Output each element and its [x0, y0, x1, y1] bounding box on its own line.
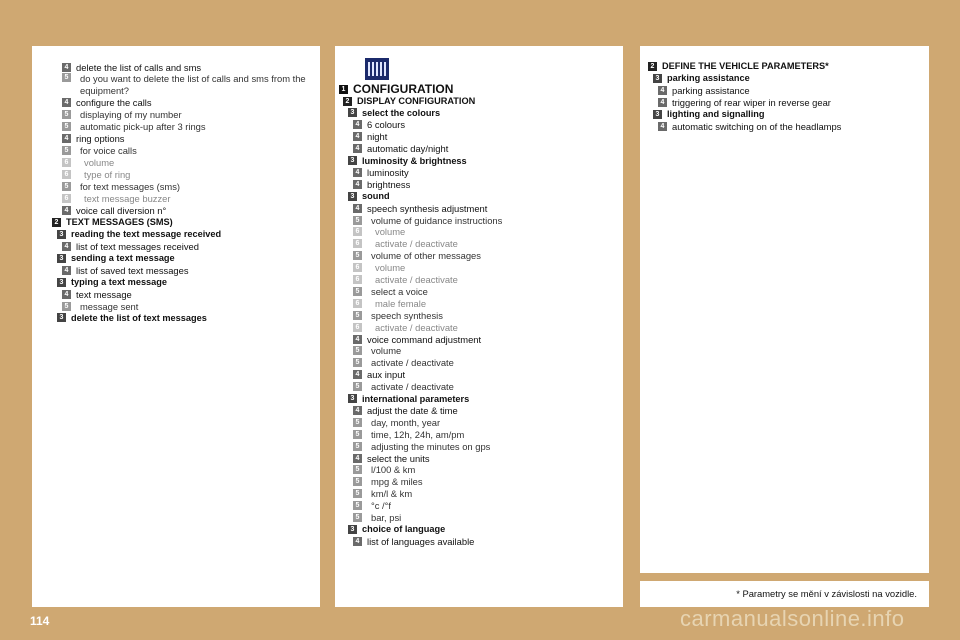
level-badge: 4 — [62, 63, 71, 72]
menu-item — [353, 321, 458, 333]
level-badge: 2 — [648, 62, 657, 71]
menu-item — [353, 285, 428, 297]
menu-item — [353, 166, 409, 178]
level-badge: 4 — [353, 132, 362, 141]
menu-item-label: international parameters — [362, 393, 470, 404]
menu-item — [353, 464, 415, 476]
level-badge: 2 — [343, 97, 352, 106]
menu-item — [62, 109, 182, 121]
menu-item — [353, 535, 474, 547]
menu-item-label: activate / deactivate — [375, 238, 458, 250]
level-badge: 5 — [353, 287, 362, 296]
menu-item-label: type of ring — [84, 169, 131, 181]
menu-item-label: night — [367, 131, 388, 143]
level-badge: 5 — [353, 465, 362, 474]
menu-item-label: volume — [84, 157, 115, 169]
level-badge: 1 — [339, 85, 348, 94]
menu-item — [353, 476, 423, 488]
menu-item-label: delete the list of calls and sms — [76, 61, 202, 73]
menu-item-label: automatic day/night — [367, 143, 449, 155]
menu-item — [62, 133, 124, 145]
level-badge: 5 — [353, 358, 362, 367]
menu-item-label: adjust the date & time — [367, 404, 458, 416]
level-badge: 4 — [353, 537, 362, 546]
menu-item-label: luminosity — [367, 166, 409, 178]
menu-item-label: text message buzzer — [84, 192, 171, 204]
level-badge: 6 — [62, 158, 71, 167]
level-badge: 4 — [353, 168, 362, 177]
left-column — [32, 46, 320, 607]
menu-item — [353, 404, 458, 416]
menu-item-label: displaying of my number — [80, 109, 182, 121]
level-badge: 3 — [653, 110, 662, 119]
level-badge: 5 — [62, 302, 71, 311]
level-badge: 4 — [658, 122, 667, 131]
menu-item — [62, 169, 130, 181]
menu-item-label: configure the calls — [76, 97, 152, 109]
menu-item-label: TEXT MESSAGES (SMS) — [66, 217, 173, 228]
menu-item — [353, 143, 448, 155]
menu-item — [353, 381, 454, 393]
menu-item — [353, 440, 490, 452]
menu-item — [648, 60, 829, 72]
menu-item-label: sending a text message — [71, 253, 175, 264]
page-number: 114 — [30, 614, 50, 628]
menu-item-label: for voice calls — [80, 145, 137, 157]
menu-item-label: volume — [375, 226, 406, 238]
menu-item — [353, 131, 387, 143]
menu-item — [62, 157, 114, 169]
level-badge: 4 — [353, 454, 362, 463]
level-badge: 6 — [353, 299, 362, 308]
menu-item — [348, 155, 467, 167]
level-badge: 5 — [353, 382, 362, 391]
menu-item-label: DISPLAY CONFIGURATION — [357, 96, 476, 106]
menu-item — [62, 61, 201, 73]
menu-item-label: list of languages available — [367, 535, 475, 547]
level-badge: 4 — [62, 242, 71, 251]
menu-item-label: time, 12h, 24h, am/pm — [371, 428, 465, 440]
menu-item-label: select the units — [367, 452, 430, 464]
menu-item — [57, 276, 167, 288]
level-badge: 4 — [353, 204, 362, 213]
menu-item-label: volume of guidance instructions — [371, 214, 503, 226]
level-badge: 3 — [57, 230, 66, 239]
watermark: carmanualsonline.info — [680, 606, 905, 631]
level-badge: 5 — [62, 110, 71, 119]
menu-item-label: speech synthesis adjustment — [367, 202, 488, 214]
menu-item — [348, 190, 390, 202]
level-badge: 3 — [348, 156, 357, 165]
menu-item — [658, 96, 831, 108]
menu-item — [353, 119, 405, 131]
menu-item — [348, 523, 445, 535]
level-badge: 5 — [353, 216, 362, 225]
menu-item-label: activate / deactivate — [371, 381, 454, 393]
menu-item-label: choice of language — [362, 524, 446, 535]
menu-item — [348, 107, 440, 119]
level-badge: 4 — [353, 180, 362, 189]
level-badge: 5 — [353, 513, 362, 522]
menu-item — [343, 95, 475, 107]
menu-item — [353, 488, 412, 500]
level-badge: 3 — [348, 525, 357, 534]
menu-item-label: km/l & km — [371, 488, 413, 500]
menu-item-label: sound — [362, 191, 390, 202]
level-badge: 4 — [62, 266, 71, 275]
menu-item — [62, 204, 166, 216]
level-badge: 5 — [353, 477, 362, 486]
menu-item — [62, 97, 152, 109]
menu-item — [353, 369, 405, 381]
level-badge: 6 — [353, 263, 362, 272]
level-badge: 4 — [353, 120, 362, 129]
menu-item-label: automatic switching on of the headlamps — [672, 120, 842, 132]
menu-item — [353, 333, 481, 345]
menu-item-label: select a voice — [371, 285, 428, 297]
level-badge: 6 — [62, 194, 71, 203]
menu-item — [353, 238, 458, 250]
level-badge: 6 — [62, 170, 71, 179]
level-badge: 4 — [62, 206, 71, 215]
level-badge: 3 — [348, 108, 357, 117]
level-badge: 3 — [653, 74, 662, 83]
menu-item — [353, 500, 391, 512]
menu-item — [62, 121, 206, 133]
menu-item-label: parking assistance — [667, 73, 750, 83]
menu-item-label: automatic pick-up after 3 rings — [80, 121, 206, 133]
level-badge: 3 — [57, 254, 66, 263]
middle-column — [335, 46, 623, 607]
menu-item-label: day, month, year — [371, 416, 441, 428]
configuration-icon — [365, 58, 389, 80]
menu-item — [62, 192, 171, 204]
menu-item — [57, 312, 207, 324]
menu-item-label: ring options — [76, 133, 125, 145]
level-badge: 5 — [353, 489, 362, 498]
level-badge: 4 — [353, 144, 362, 153]
menu-item — [658, 84, 750, 96]
footnote-box — [640, 581, 929, 607]
menu-item-label: bar, psi — [371, 512, 402, 523]
menu-item-label: delete the list of text messages — [71, 312, 207, 323]
menu-item-label: volume — [375, 262, 406, 274]
menu-item-label: brightness — [367, 178, 411, 190]
level-badge: 6 — [353, 323, 362, 332]
level-badge: 4 — [62, 98, 71, 107]
menu-item — [353, 178, 410, 190]
menu-item-label: volume — [371, 345, 402, 357]
level-badge: 3 — [348, 192, 357, 201]
menu-item — [653, 72, 750, 84]
level-badge: 5 — [353, 418, 362, 427]
menu-item — [353, 309, 443, 321]
menu-item-label: for text messages (sms) — [80, 181, 181, 192]
footnote: * Parametry se mění v závislosti na vozidle. — [736, 588, 917, 599]
menu-item-label: message sent — [80, 300, 139, 312]
menu-item-label: do you want to delete the list of calls and sms from the equipment? — [80, 72, 306, 96]
menu-item — [353, 226, 405, 238]
menu-item — [62, 240, 199, 252]
menu-item-label: CONFIGURATION — [353, 82, 454, 96]
menu-item-label: male female — [375, 297, 427, 309]
menu-item-label: voice command adjustment — [367, 333, 482, 345]
menu-item-label: activate / deactivate — [375, 274, 458, 285]
menu-item-label: °c /°f — [371, 500, 391, 512]
menu-item-label: activate / deactivate — [375, 321, 458, 333]
menu-item-label: aux input — [367, 369, 406, 381]
level-badge: 6 — [353, 239, 362, 248]
menu-item — [62, 300, 138, 312]
level-badge: 5 — [353, 251, 362, 260]
level-badge: 4 — [353, 335, 362, 344]
level-badge: 4 — [353, 406, 362, 415]
level-badge: 5 — [353, 430, 362, 439]
level-badge: 5 — [353, 346, 362, 355]
menu-item — [353, 416, 440, 428]
menu-item-label: triggering of rear wiper in reverse gear — [672, 96, 831, 108]
menu-item — [353, 262, 405, 274]
level-badge: 5 — [62, 122, 71, 131]
menu-item-label: mpg & miles — [371, 476, 423, 488]
menu-item — [62, 73, 310, 97]
menu-item-label: list of saved text messages — [76, 264, 189, 276]
menu-item-label: parking assistance — [672, 84, 750, 96]
menu-item — [62, 145, 137, 157]
level-badge: 5 — [353, 311, 362, 320]
menu-item-label: l/100 & km — [371, 464, 416, 476]
menu-item-label: select the colours — [362, 107, 441, 118]
right-column — [640, 46, 929, 573]
level-badge: 6 — [353, 227, 362, 236]
menu-item-label: 6 colours — [367, 119, 406, 131]
menu-item-label: speech synthesis — [371, 309, 443, 321]
menu-item — [62, 288, 132, 300]
menu-item-label: lighting and signalling — [667, 109, 765, 119]
menu-item — [57, 228, 221, 240]
menu-item — [653, 108, 764, 120]
menu-item-label: text message — [76, 288, 132, 300]
level-badge: 3 — [348, 394, 357, 403]
menu-item — [353, 452, 430, 464]
menu-item-label: adjusting the minutes on gps — [371, 440, 491, 452]
menu-item — [353, 274, 458, 286]
menu-item-label: voice call diversion n° — [76, 204, 167, 216]
menu-item — [353, 357, 454, 369]
level-badge: 4 — [658, 98, 667, 107]
menu-item-label: luminosity & brightness — [362, 155, 467, 166]
menu-item — [353, 345, 401, 357]
level-badge: 4 — [62, 290, 71, 299]
level-badge: 6 — [353, 275, 362, 284]
level-badge: 3 — [57, 278, 66, 287]
menu-item — [353, 512, 401, 524]
level-badge: 5 — [62, 182, 71, 191]
menu-item — [57, 252, 175, 264]
menu-item-label: reading the text message received — [71, 229, 222, 240]
menu-item-label: activate / deactivate — [371, 357, 454, 369]
menu-item — [348, 393, 469, 405]
menu-item — [62, 181, 180, 193]
menu-item-label: DEFINE THE VEHICLE PARAMETERS* — [662, 61, 829, 71]
level-badge: 3 — [57, 313, 66, 322]
menu-item — [658, 120, 841, 132]
level-badge: 5 — [353, 501, 362, 510]
menu-item — [52, 216, 173, 228]
menu-item — [339, 83, 453, 95]
menu-item — [353, 428, 464, 440]
level-badge: 5 — [62, 146, 71, 155]
menu-item-label: typing a text message — [71, 277, 167, 288]
menu-item — [353, 214, 502, 226]
menu-item-label: volume of other messages — [371, 250, 481, 262]
level-badge: 5 — [353, 442, 362, 451]
level-badge: 4 — [62, 134, 71, 143]
level-badge: 4 — [353, 370, 362, 379]
menu-item — [62, 264, 189, 276]
level-badge: 2 — [52, 218, 61, 227]
menu-item — [353, 297, 426, 309]
menu-item-label: list of text messages received — [76, 240, 199, 252]
level-badge: 4 — [658, 86, 667, 95]
menu-item — [353, 202, 487, 214]
menu-item — [353, 250, 481, 262]
level-badge: 5 — [62, 73, 71, 82]
